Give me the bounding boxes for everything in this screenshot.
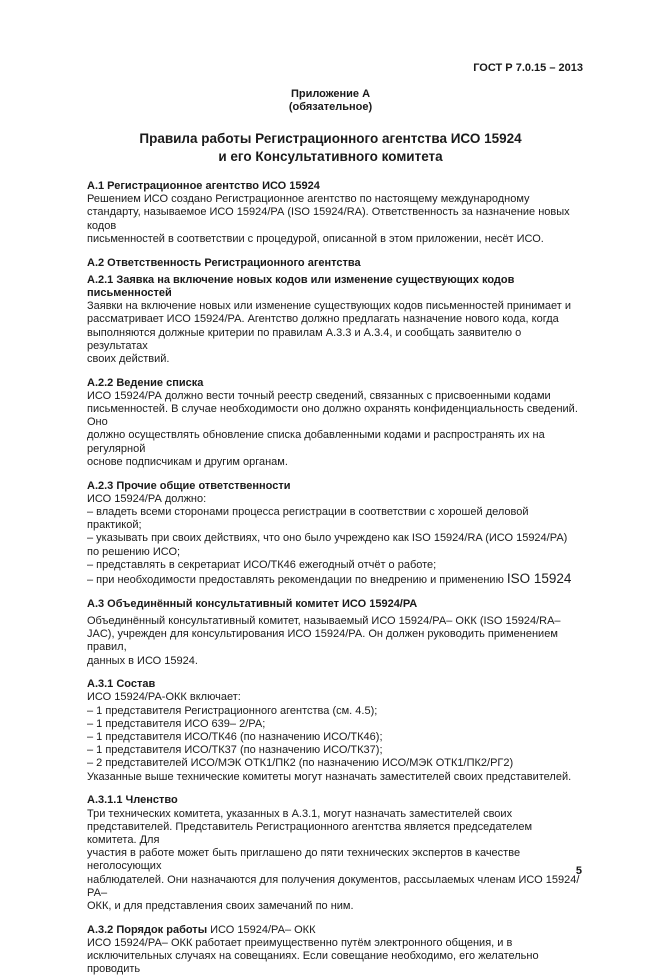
paragraph-line: ИСО 15924/РА должно вести точный реестр сведений, связанных с присвоенными кодами bbox=[87, 389, 551, 402]
paragraph-line: своих действий. bbox=[87, 352, 170, 365]
list-item bbox=[87, 572, 583, 587]
paragraph-line: ИСО 15924/РА должно: bbox=[87, 492, 207, 505]
section-a21-heading: А.2.1 Заявка на включение новых кодов или изменение существующих кодов bbox=[87, 273, 515, 286]
paragraph-line: Объединённый консультативный комитет, называемый ИСО 15924/РА– ОКК (ISO 15924/RA– bbox=[87, 614, 561, 627]
paragraph-line: письменностей. В случае необходимости оно должно охранять конфиденциальность сведений. Оно bbox=[87, 403, 578, 429]
section-a311-heading: А.3.1.1 Членство bbox=[87, 794, 178, 807]
document-title bbox=[0, 130, 661, 166]
paragraph-line: представителей. Представитель Регистрационного агентства является председателем комитета. Для bbox=[87, 820, 533, 846]
paragraph-line: Решением ИСО создано Регистрационное агентство по настоящему международному bbox=[87, 193, 530, 206]
list-item: – владеть всеми сторонами процесса регистрации в соответствии с хорошей деловой bbox=[87, 505, 529, 518]
section-a32-heading-rest: ИСО 15924/РА– ОКК bbox=[207, 923, 316, 936]
list-item: – 1 представителя ИСО 639– 2/РА; bbox=[87, 717, 266, 730]
section-a2-heading: А.2 Ответственность Регистрационного агентства bbox=[87, 256, 361, 269]
list-item: – указывать при своих действиях, что оно было учреждено как ISO 15924/RA (ИСО 15924/РА) bbox=[87, 532, 568, 545]
document-body bbox=[87, 180, 583, 976]
paragraph-line: Указанные выше технические комитеты могут назначать заместителей своих представителей. bbox=[87, 770, 572, 783]
paragraph-line: ОКК, и для представления своих замечаний по ним. bbox=[87, 899, 354, 912]
paragraph-line: участия в работе может быть приглашено до пяти технических экспертов в качестве неголосующих bbox=[87, 847, 521, 873]
standard-reference: ISO 15924 bbox=[506, 570, 572, 586]
title-line-1: Правила работы Регистрационного агентства ИСО 15924 bbox=[139, 131, 522, 146]
list-item: – 1 представителя Регистрационного агентства (см. 4.5); bbox=[87, 704, 378, 717]
section-a32-heading-bold: А.3.2 Порядок работы bbox=[87, 923, 208, 936]
page-number: 5 bbox=[575, 865, 582, 877]
section-a1-heading: А.1 Регистрационное агентство ИСО 15924 bbox=[87, 180, 320, 192]
section-a23-heading: А.2.3 Прочие общие ответственности bbox=[87, 479, 291, 492]
appendix-label: Приложение А bbox=[290, 88, 371, 100]
paragraph-line: ИСО 15924/РА-ОКК включает: bbox=[87, 691, 241, 704]
paragraph-line: исключительных случаях на совещаниях. Если совещание необходимо, его желательно проводить bbox=[87, 950, 539, 976]
section-a3-heading: А.3 Объединённый консультативный комитет ИСО 15924/РА bbox=[87, 597, 418, 610]
title-line-2: и его Консультативного комитета bbox=[218, 149, 443, 164]
paragraph-line: ИСО 15924/РА– ОКК работает преимущественно путём электронного общения, и в bbox=[87, 936, 513, 949]
paragraph-line: стандарту, называемое ИСО 15924/РА (ISO 15924/RA). Ответственность за назначение новых кодов bbox=[87, 206, 570, 232]
list-item-text: – при необходимости предоставлять рекомендации по внедрению и применению bbox=[87, 573, 507, 586]
list-item: – 1 представителя ИСО/ТК37 (по назначению ИСО/ТК37); bbox=[87, 744, 383, 757]
list-item-cont: практикой; bbox=[87, 519, 142, 532]
paragraph-line: наблюдателей. Они назначаются для получения документов, рассылаемых членам ИСО 15924/РА– bbox=[87, 873, 580, 899]
section-a21-heading-cont: письменностей bbox=[87, 286, 172, 299]
standard-header: ГОСТ Р 7.0.15 – 2013 bbox=[473, 62, 583, 74]
paragraph-line: должно осуществлять обновление списка добавленными кодами и распространять их на регулярной bbox=[87, 429, 545, 455]
paragraph-line: рассматривает ИСО 15924/РА. Агентство должно предлагать назначение нового кода, когда bbox=[87, 313, 559, 326]
paragraph-line: Заявки на включение новых или изменение существующих кодов письменностей принимает и bbox=[87, 300, 572, 313]
list-item-cont: по решению ИСО; bbox=[87, 545, 181, 558]
paragraph-line: данных в ИСО 15924. bbox=[87, 654, 198, 667]
paragraph-line: основе подписчикам и другим органам. bbox=[87, 455, 288, 468]
paragraph-line: Три технических комитета, указанных в А.3.1, могут назначать заместителей своих bbox=[87, 807, 513, 820]
section-a31-heading: А.3.1 Состав bbox=[87, 678, 156, 691]
paragraph-line: письменностей в соответствии с процедурой, описанной в этом приложении, несёт ИСО. bbox=[87, 232, 544, 245]
appendix-heading bbox=[0, 88, 661, 114]
list-item: – 2 представителей ИСО/МЭК ОТК1/ПК2 (по назначению ИСО/МЭК ОТК1/ПК2/РГ2) bbox=[87, 757, 514, 770]
paragraph-line: JAC), учрежден для консультирования ИСО 15924/РА. Он должен руководить применением правил, bbox=[87, 628, 558, 654]
section-a22-heading: А.2.2 Ведение списка bbox=[87, 376, 204, 389]
list-item: – представлять в секретариат ИСО/ТК46 ежегодный отчёт о работе; bbox=[87, 558, 437, 571]
appendix-status: (обязательное) bbox=[288, 101, 373, 113]
section-a32-heading bbox=[87, 924, 583, 937]
paragraph-line: выполняются должные критерии по правилам А.3.3 и А.3.4, и сообщать заявителю о результатах bbox=[87, 326, 522, 352]
list-item: – 1 представителя ИСО/ТК46 (по назначению ИСО/ТК46); bbox=[87, 731, 383, 744]
